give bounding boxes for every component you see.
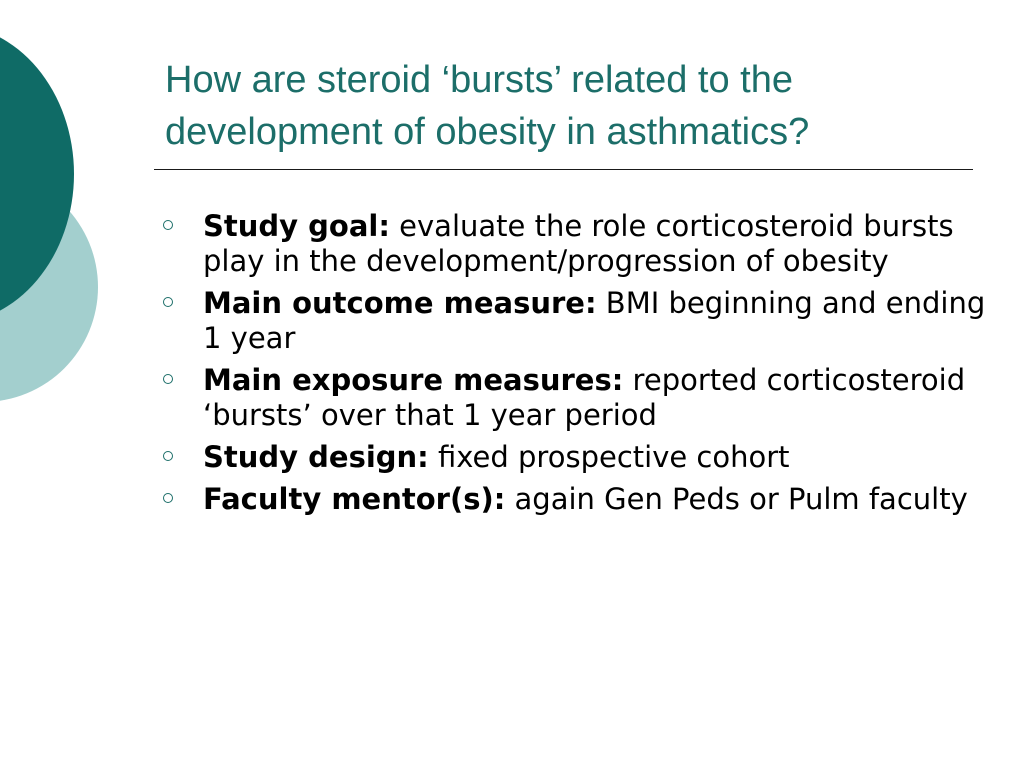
bullet-item-study-design <box>163 440 993 475</box>
hollow-circle-bullet-icon <box>163 374 173 384</box>
hollow-circle-bullet-icon <box>163 451 173 461</box>
bullet-text: again Gen Peds or Pulm faculty <box>505 482 968 516</box>
slide-title: How are steroid ‘bursts’ related to the development of obesity in asthmatics? <box>165 59 810 153</box>
bullet-text: reported corticosteroid ‘bursts’ over that 1 year period <box>203 363 966 432</box>
bullet-item-faculty-mentors <box>163 482 993 517</box>
bullet-label: Study design: <box>203 440 429 474</box>
hollow-circle-bullet-icon <box>163 493 173 503</box>
bullet-item-main-exposure-measures <box>163 363 993 433</box>
bullet-list <box>163 209 993 524</box>
bullet-label: Study goal: <box>203 209 390 243</box>
bullet-text: BMI beginning and ending 1 year <box>203 286 986 355</box>
bullet-text: fixed prospective cohort <box>428 440 790 474</box>
bullet-label: Main outcome measure: <box>203 286 597 320</box>
bullet-item-study-goal <box>163 209 993 279</box>
title-divider <box>154 169 973 170</box>
hollow-circle-bullet-icon <box>163 297 173 307</box>
bullet-label: Faculty mentor(s): <box>203 482 506 516</box>
hollow-circle-bullet-icon <box>163 220 173 230</box>
bullet-item-main-outcome-measure <box>163 286 993 356</box>
bullet-label: Main exposure measures: <box>203 363 624 397</box>
bullet-text: evaluate the role corticosteroid bursts play in the development/progression of obesity <box>203 209 954 278</box>
